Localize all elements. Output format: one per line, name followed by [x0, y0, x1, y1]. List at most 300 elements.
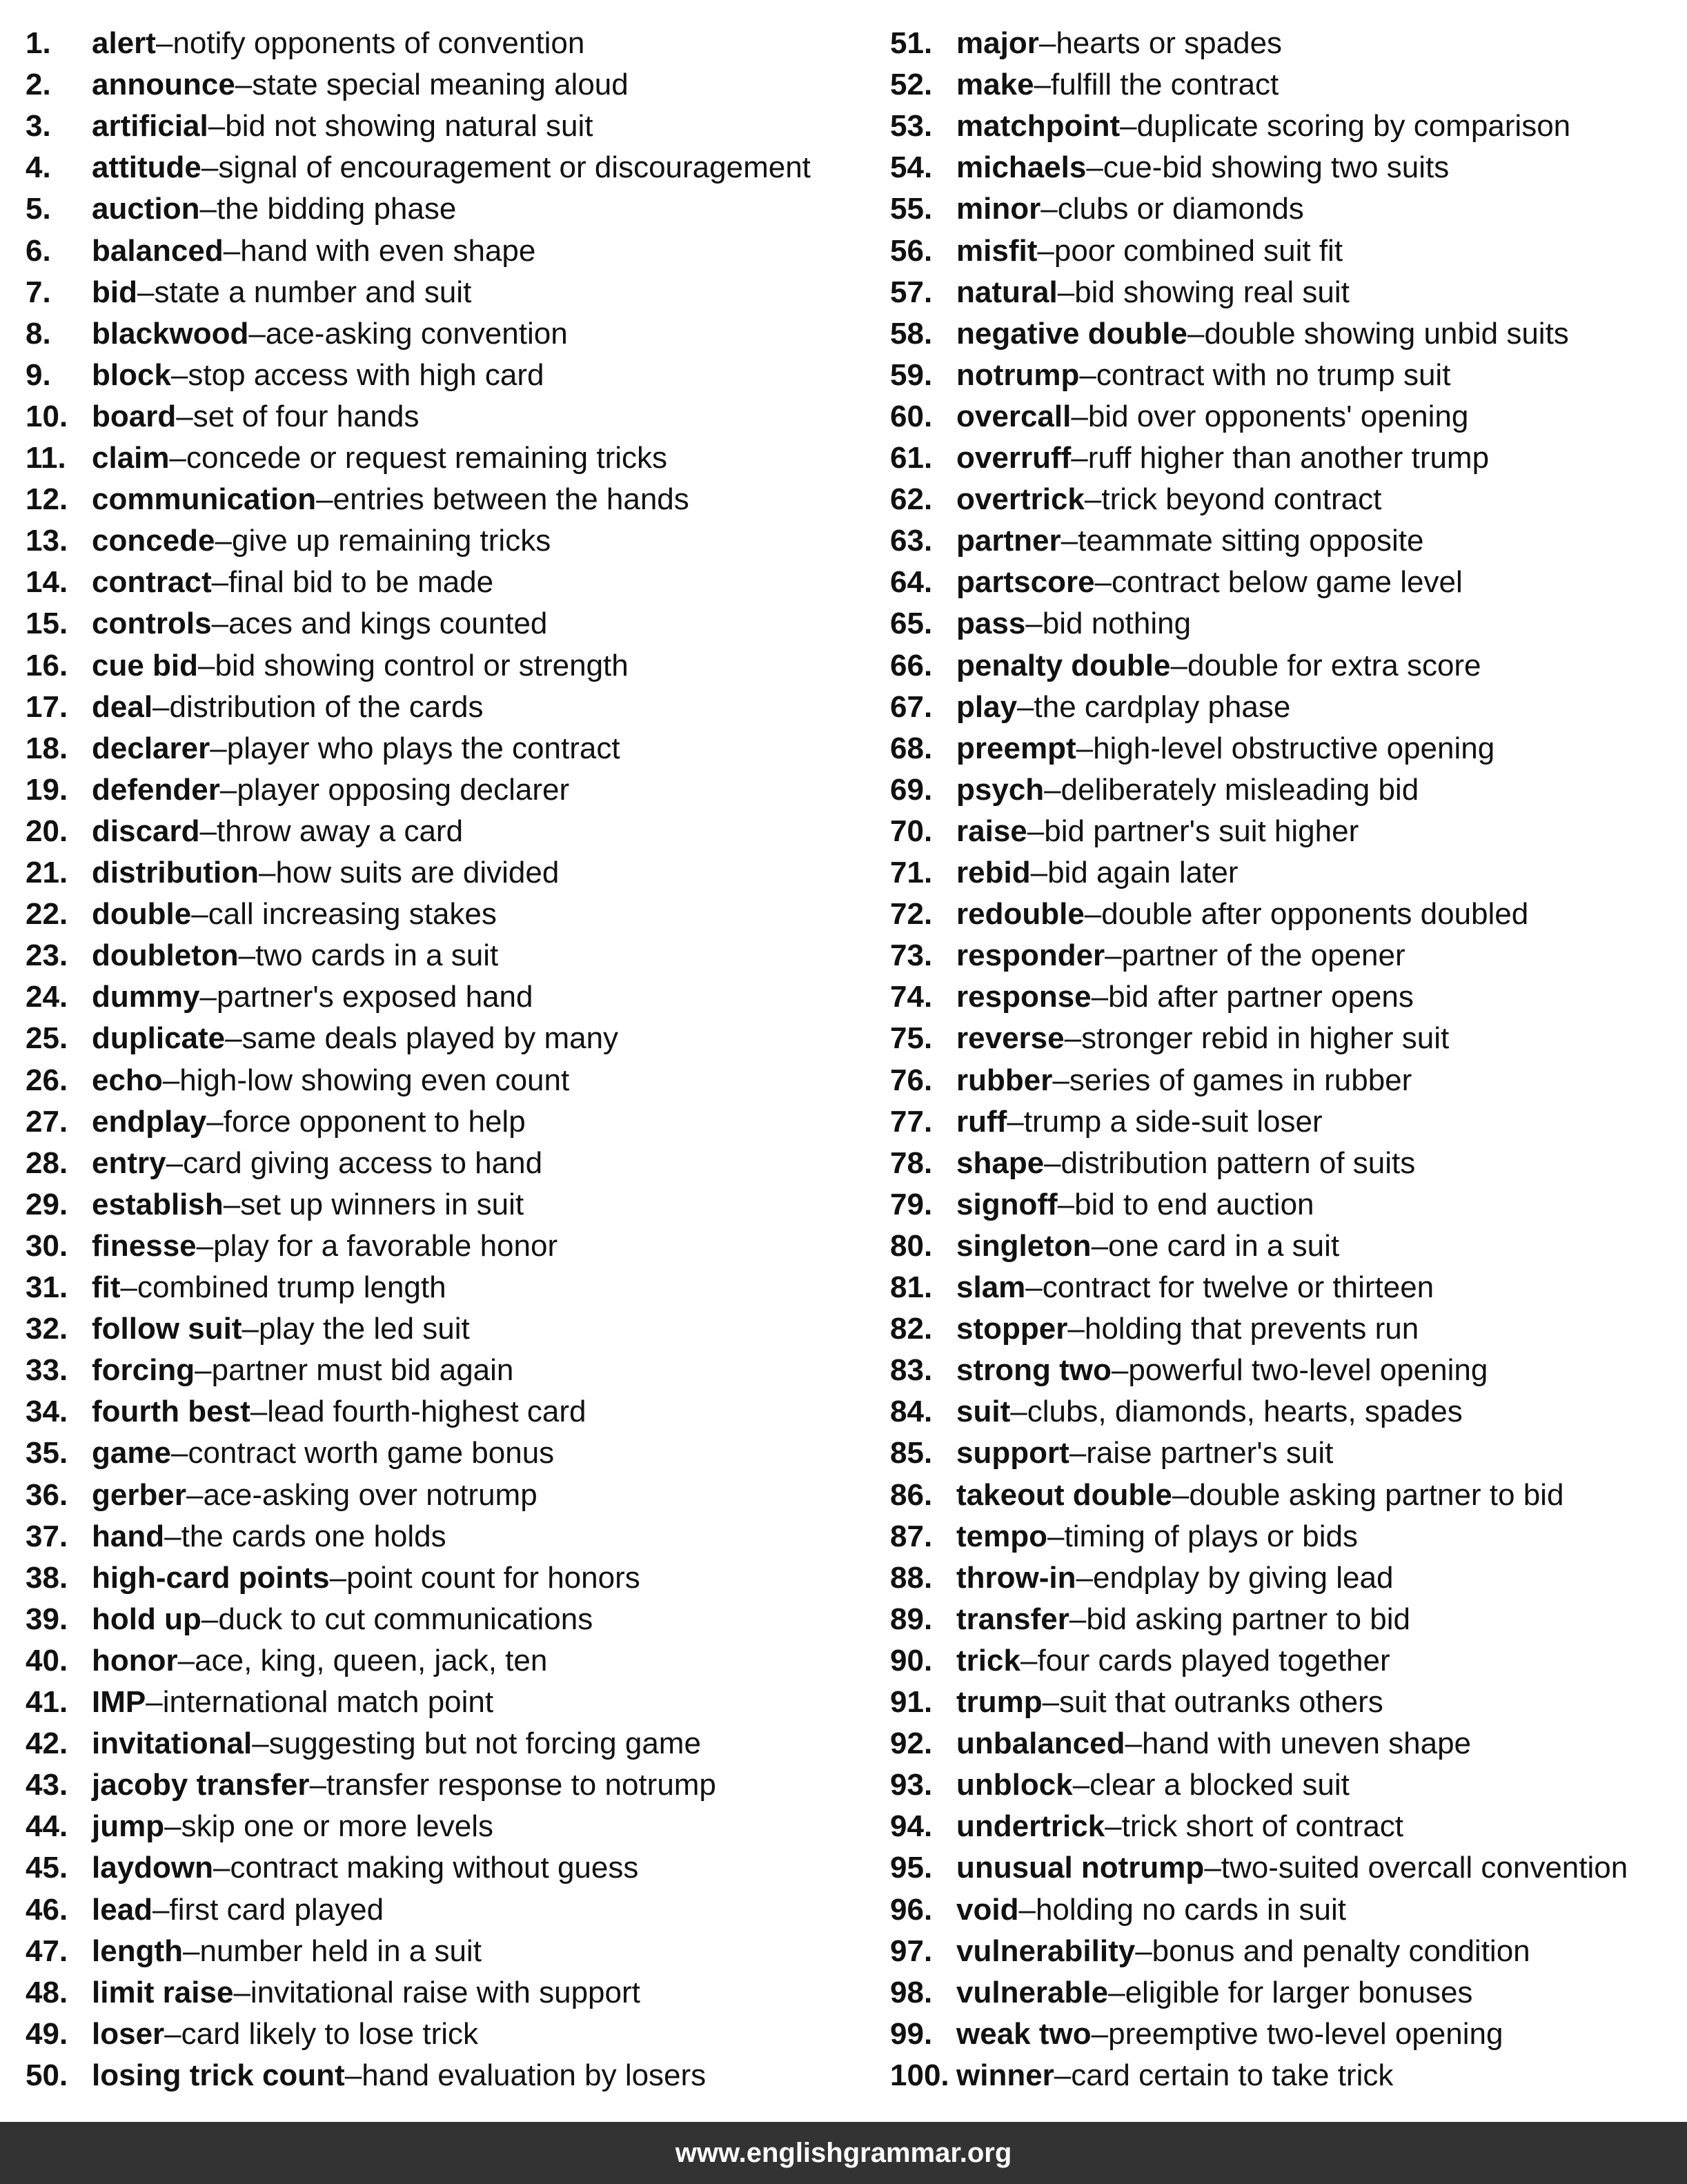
item-term: reverse: [956, 1021, 1065, 1056]
list-item: [890, 645, 1481, 687]
item-definition: ace, king, queen, jack, ten: [195, 1643, 548, 1678]
item-definition: high-low showing even count: [179, 1063, 570, 1097]
item-separator: –: [250, 1395, 268, 1429]
item-definition: call increasing stakes: [208, 897, 497, 932]
item-term: follow suit: [92, 1312, 242, 1346]
list-item: [890, 1806, 1403, 1847]
item-separator: –: [196, 1228, 214, 1263]
item-definition: combined trump length: [137, 1270, 446, 1304]
list-item: [890, 106, 1570, 147]
item-separator: –: [1057, 1187, 1075, 1221]
item-separator: –: [1020, 1643, 1038, 1678]
item-definition: concede or request remaining tricks: [186, 441, 667, 475]
item-definition: poor combined suit fit: [1054, 233, 1343, 268]
item-number: 4.: [26, 150, 51, 185]
item-number: 70.: [890, 814, 933, 848]
item-definition: clubs or diamonds: [1057, 192, 1304, 226]
item-separator: –: [213, 1851, 230, 1885]
list-item: [26, 64, 629, 106]
item-separator: –: [1076, 731, 1094, 765]
list-item: [890, 188, 1304, 230]
list-item: [890, 1433, 1333, 1474]
item-number: 17.: [26, 689, 68, 724]
item-number: 21.: [26, 856, 68, 889]
list-item: [26, 1640, 547, 1682]
item-separator: –: [225, 1021, 242, 1056]
item-definition: bid over opponents' opening: [1087, 399, 1469, 433]
item-term: bid: [92, 275, 137, 309]
list-item: [26, 1972, 640, 2014]
list-item: [890, 1184, 1314, 1226]
item-term: responder: [956, 938, 1105, 973]
list-item: [26, 396, 419, 437]
item-number: 9.: [26, 357, 51, 392]
item-separator: –: [1052, 1063, 1069, 1097]
item-term: doubleton: [92, 938, 239, 973]
item-number: 8.: [26, 316, 51, 351]
item-definition: duplicate scoring by comparison: [1136, 109, 1571, 144]
item-separator: –: [211, 607, 229, 641]
item-separator: –: [182, 1934, 200, 1968]
list-item: [26, 687, 483, 728]
item-separator: –: [215, 524, 232, 558]
item-number: 36.: [26, 1477, 68, 1512]
list-item: [890, 562, 1463, 603]
list-item: [26, 1806, 493, 1847]
item-number: 95.: [890, 1851, 933, 1885]
item-definition: bid partner's suit higher: [1044, 814, 1359, 848]
item-number: 13.: [26, 524, 68, 558]
item-number: 66.: [890, 648, 933, 682]
item-separator: –: [1025, 1270, 1043, 1304]
item-number: 72.: [890, 897, 933, 932]
item-number: 35.: [26, 1436, 68, 1470]
item-term: natural: [956, 275, 1058, 309]
item-number: 46.: [26, 1892, 68, 1927]
item-definition: hearts or spades: [1056, 26, 1283, 60]
item-number: 6.: [26, 233, 51, 268]
item-term: michaels: [956, 150, 1087, 185]
list-item: [26, 479, 689, 520]
item-definition: four cards played together: [1037, 1643, 1390, 1678]
list-item: [26, 645, 629, 687]
item-definition: double asking partner to bid: [1189, 1477, 1564, 1512]
item-separator: –: [191, 897, 208, 932]
item-term: jacoby transfer: [92, 1768, 310, 1802]
list-item: [26, 313, 568, 355]
item-definition: double for extra score: [1187, 648, 1481, 682]
item-term: major: [956, 26, 1039, 60]
item-definition: set up winners in suit: [240, 1187, 524, 1221]
item-separator: –: [1084, 897, 1102, 932]
list-item: [890, 272, 1350, 313]
list-item: [890, 1475, 1563, 1516]
list-item: [26, 1184, 524, 1226]
item-definition: cue-bid showing two suits: [1103, 150, 1450, 185]
item-separator: –: [1086, 150, 1103, 185]
item-term: forcing: [92, 1353, 195, 1388]
item-number: 3.: [26, 109, 51, 144]
item-term: loser: [92, 2016, 165, 2051]
item-separator: –: [137, 275, 155, 309]
item-term: auction: [92, 192, 200, 226]
item-definition: skip one or more levels: [181, 1809, 494, 1844]
list-item: [26, 520, 551, 562]
item-definition: ace-asking over notrump: [203, 1477, 537, 1512]
item-definition: first card played: [169, 1892, 384, 1927]
item-separator: –: [1044, 772, 1061, 807]
item-term: claim: [92, 441, 170, 475]
list-item: [890, 976, 1414, 1018]
item-definition: powerful two-level opening: [1128, 1353, 1488, 1388]
item-definition: raise partner's suit: [1086, 1436, 1334, 1470]
item-definition: trick short of contract: [1121, 1809, 1404, 1844]
item-number: 54.: [890, 150, 933, 185]
item-separator: –: [316, 482, 333, 517]
item-number: 31.: [26, 1270, 68, 1304]
item-term: ruff: [956, 1104, 1007, 1139]
list-item: [890, 1931, 1530, 1972]
item-number: 73.: [890, 938, 933, 973]
item-separator: –: [1042, 1685, 1060, 1719]
list-item: [26, 1391, 586, 1433]
item-term: raise: [956, 814, 1027, 848]
item-definition: preemptive two-level opening: [1108, 2016, 1503, 2051]
list-item: [26, 1308, 470, 1350]
list-item: [890, 147, 1449, 188]
item-separator: –: [1105, 938, 1122, 973]
item-number: 63.: [890, 524, 933, 558]
list-item: [26, 1143, 542, 1184]
item-number: 62.: [890, 482, 933, 517]
item-number: 58.: [890, 316, 933, 351]
item-separator: –: [195, 1353, 212, 1388]
item-number: 37.: [26, 1519, 68, 1553]
item-separator: –: [1094, 565, 1112, 600]
item-definition: high-level obstructive opening: [1093, 731, 1495, 765]
list-item: [890, 23, 1282, 64]
item-number: 56.: [890, 233, 933, 268]
item-separator: –: [1054, 2058, 1072, 2092]
list-item: [26, 2014, 478, 2055]
item-separator: –: [186, 1477, 204, 1512]
item-definition: hand with uneven shape: [1141, 1726, 1472, 1761]
list-item: [26, 1931, 482, 1972]
item-number: 75.: [890, 1021, 933, 1056]
item-separator: –: [1069, 1436, 1087, 1470]
item-definition: deliberately misleading bid: [1060, 772, 1419, 807]
item-number: 40.: [26, 1643, 68, 1678]
item-number: 100.: [890, 2058, 949, 2092]
item-term: play: [956, 689, 1018, 724]
item-number: 23.: [26, 938, 68, 973]
item-number: 14.: [26, 565, 68, 600]
item-term: double: [92, 897, 192, 932]
item-separator: –: [146, 1685, 163, 1719]
list-item: [890, 313, 1569, 355]
item-separator: –: [1067, 1312, 1085, 1346]
item-separator: –: [344, 2058, 362, 2092]
item-term: support: [956, 1436, 1069, 1470]
item-number: 80.: [890, 1228, 933, 1263]
item-separator: –: [1010, 1395, 1027, 1429]
item-number: 82.: [890, 1312, 933, 1346]
item-term: preempt: [956, 731, 1076, 765]
list-item: [890, 1640, 1390, 1682]
list-item: [26, 272, 471, 313]
item-definition: force opponent to help: [223, 1104, 526, 1139]
list-item: [890, 603, 1191, 645]
item-separator: –: [219, 772, 237, 807]
item-separator: –: [223, 233, 241, 268]
list-item: [890, 1516, 1358, 1557]
item-separator: –: [1017, 689, 1034, 724]
item-separator: –: [1027, 814, 1045, 848]
list-item: [26, 23, 584, 64]
item-number: 19.: [26, 772, 68, 807]
item-number: 85.: [890, 1436, 933, 1470]
item-number: 12.: [26, 482, 68, 517]
item-number: 67.: [890, 689, 933, 724]
item-term: unusual notrump: [956, 1851, 1205, 1885]
item-term: communication: [92, 482, 317, 517]
item-number: 83.: [890, 1353, 933, 1388]
item-number: 61.: [890, 441, 933, 475]
item-term: endplay: [92, 1104, 207, 1139]
item-separator: –: [199, 980, 217, 1014]
item-term: fit: [92, 1270, 121, 1304]
item-separator: –: [1044, 1145, 1061, 1180]
item-separator: –: [1111, 1353, 1129, 1388]
item-definition: bonus and penalty condition: [1152, 1934, 1530, 1968]
item-definition: contract below game level: [1112, 565, 1463, 600]
item-term: strong two: [956, 1353, 1112, 1388]
item-number: 77.: [890, 1104, 933, 1139]
item-number: 49.: [26, 2016, 68, 2051]
item-term: weak two: [956, 2016, 1092, 2051]
item-separator: –: [211, 565, 229, 600]
item-number: 68.: [890, 731, 933, 765]
list-item: [890, 728, 1494, 769]
item-term: length: [92, 1934, 183, 1968]
item-separator: –: [1204, 1851, 1221, 1885]
item-term: overtrick: [956, 482, 1085, 517]
list-item: [890, 1557, 1393, 1599]
item-number: 11.: [26, 441, 66, 475]
item-definition: international match point: [162, 1685, 494, 1719]
list-item: [890, 894, 1528, 935]
list-item: [26, 1433, 554, 1474]
item-number: 20.: [26, 814, 68, 848]
item-term: matchpoint: [956, 109, 1121, 144]
list-item: [26, 1267, 446, 1308]
item-definition: hand with even shape: [240, 233, 536, 268]
item-term: echo: [92, 1063, 163, 1097]
item-separator: –: [1047, 1519, 1065, 1553]
item-separator: –: [1125, 1726, 1142, 1761]
list-item: [890, 935, 1405, 976]
item-number: 43.: [26, 1768, 68, 1802]
list-item: [890, 479, 1381, 520]
item-number: 60.: [890, 399, 933, 433]
item-definition: transfer response to notrump: [326, 1768, 716, 1802]
item-definition: set of four hands: [193, 399, 420, 433]
item-number: 57.: [890, 275, 933, 309]
item-number: 5.: [26, 192, 51, 226]
item-separator: –: [238, 938, 256, 973]
item-definition: stronger rebid in higher suit: [1081, 1021, 1450, 1056]
item-separator: –: [1072, 1768, 1090, 1802]
list-item: [890, 2055, 1393, 2096]
item-definition: card giving access to hand: [183, 1145, 543, 1180]
item-term: vulnerable: [956, 1975, 1109, 2009]
item-separator: –: [1071, 399, 1088, 433]
item-term: trump: [956, 1685, 1043, 1719]
item-term: entry: [92, 1145, 166, 1180]
item-definition: bid showing control or strength: [215, 648, 629, 682]
item-number: 88.: [890, 1560, 933, 1595]
item-definition: duck to cut communications: [218, 1602, 593, 1636]
item-definition: one card in a suit: [1108, 1228, 1340, 1263]
item-definition: the cardplay phase: [1034, 689, 1291, 724]
list-item: [26, 976, 533, 1018]
list-item: [26, 1557, 640, 1599]
item-separator: –: [1079, 357, 1096, 392]
item-number: 98.: [890, 1975, 933, 2009]
item-number: 55.: [890, 192, 933, 226]
item-term: signoff: [956, 1187, 1058, 1221]
item-definition: suit that outranks others: [1059, 1685, 1383, 1719]
item-number: 47.: [26, 1934, 68, 1968]
item-definition: signal of encouragement or discouragement: [218, 150, 811, 185]
item-number: 86.: [890, 1477, 933, 1512]
item-number: 92.: [890, 1726, 933, 1761]
item-number: 41.: [26, 1685, 68, 1719]
item-number: 7.: [26, 275, 51, 309]
list-item: [890, 396, 1468, 437]
item-definition: player who plays the contract: [226, 731, 620, 765]
list-item: [890, 1226, 1339, 1267]
item-definition: the cards one holds: [181, 1519, 446, 1553]
item-number: 90.: [890, 1643, 933, 1678]
list-item: [26, 230, 535, 272]
item-term: response: [956, 980, 1092, 1014]
item-number: 64.: [890, 565, 933, 600]
item-term: rebid: [956, 856, 1031, 889]
item-term: cue bid: [92, 648, 199, 682]
item-number: 25.: [26, 1021, 68, 1056]
list-item: [890, 520, 1423, 562]
list-item: [890, 230, 1343, 272]
item-number: 97.: [890, 1934, 933, 1968]
item-term: partscore: [956, 565, 1095, 600]
item-definition: notify opponents of convention: [172, 26, 585, 60]
item-number: 52.: [890, 68, 933, 102]
item-number: 27.: [26, 1104, 68, 1139]
item-number: 51.: [890, 26, 933, 60]
item-separator: –: [223, 1187, 241, 1221]
item-separator: –: [233, 1975, 250, 2009]
item-term: contract: [92, 565, 212, 600]
item-separator: –: [252, 1726, 269, 1761]
item-number: 74.: [890, 980, 933, 1014]
list-item: [890, 355, 1450, 396]
item-separator: –: [1108, 1975, 1125, 2009]
list-item: [890, 1267, 1434, 1308]
list-item: [26, 894, 497, 935]
item-separator: –: [199, 814, 217, 848]
item-definition: throw away a card: [217, 814, 464, 848]
item-separator: –: [1057, 275, 1075, 309]
footer-url[interactable]: www.englishgrammar.org: [675, 2137, 1012, 2168]
item-term: artificial: [92, 109, 208, 144]
item-term: pass: [956, 607, 1026, 641]
item-term: undertrick: [956, 1809, 1105, 1844]
item-separator: –: [1091, 2016, 1109, 2051]
list-item: [890, 769, 1419, 811]
item-term: gerber: [92, 1477, 186, 1512]
item-term: unbalanced: [956, 1726, 1125, 1761]
item-term: make: [956, 68, 1034, 102]
list-item: [890, 1972, 1472, 2014]
item-definition: give up remaining tricks: [232, 524, 551, 558]
item-separator: –: [1007, 1104, 1024, 1139]
item-definition: partner must bid again: [211, 1353, 514, 1388]
item-definition: bid asking partner to bid: [1086, 1602, 1410, 1636]
item-number: 26.: [26, 1063, 68, 1097]
item-term: controls: [92, 607, 212, 641]
list-item: [26, 1516, 446, 1557]
item-separator: –: [1064, 1021, 1082, 1056]
list-item: [890, 1308, 1419, 1350]
item-term: singleton: [956, 1228, 1092, 1263]
item-number: 32.: [26, 1312, 68, 1346]
item-separator: –: [206, 1104, 224, 1139]
item-definition: contract making without guess: [230, 1851, 639, 1885]
item-number: 24.: [26, 980, 68, 1014]
item-definition: play the led suit: [259, 1312, 470, 1346]
item-separator: –: [235, 68, 253, 102]
item-definition: bid to end auction: [1074, 1187, 1314, 1221]
item-term: honor: [92, 1643, 178, 1678]
list-item: [890, 1143, 1415, 1184]
list-item: [26, 811, 463, 852]
item-term: minor: [956, 192, 1041, 226]
item-number: 28.: [26, 1145, 68, 1180]
item-definition: trump a side-suit loser: [1023, 1104, 1323, 1139]
item-term: negative double: [956, 316, 1187, 351]
item-separator: –: [1084, 482, 1102, 517]
list-item: [26, 1101, 526, 1143]
list-item: [890, 1599, 1410, 1640]
item-number: 91.: [890, 1685, 933, 1719]
list-item: [890, 1889, 1346, 1931]
item-definition: ace-asking convention: [265, 316, 568, 351]
item-separator: –: [1091, 1228, 1109, 1263]
item-definition: player opposing declarer: [237, 772, 570, 807]
item-definition: double showing unbid suits: [1204, 316, 1569, 351]
list-item: [26, 188, 456, 230]
item-number: 34.: [26, 1395, 68, 1429]
item-definition: clubs, diamonds, hearts, spades: [1027, 1395, 1463, 1429]
item-definition: fulfill the contract: [1051, 68, 1279, 102]
list-item: [26, 355, 544, 396]
item-term: hold up: [92, 1602, 201, 1636]
item-separator: –: [177, 1643, 195, 1678]
item-separator: –: [329, 1560, 347, 1595]
item-term: declarer: [92, 731, 210, 765]
item-definition: point count for honors: [346, 1560, 640, 1595]
